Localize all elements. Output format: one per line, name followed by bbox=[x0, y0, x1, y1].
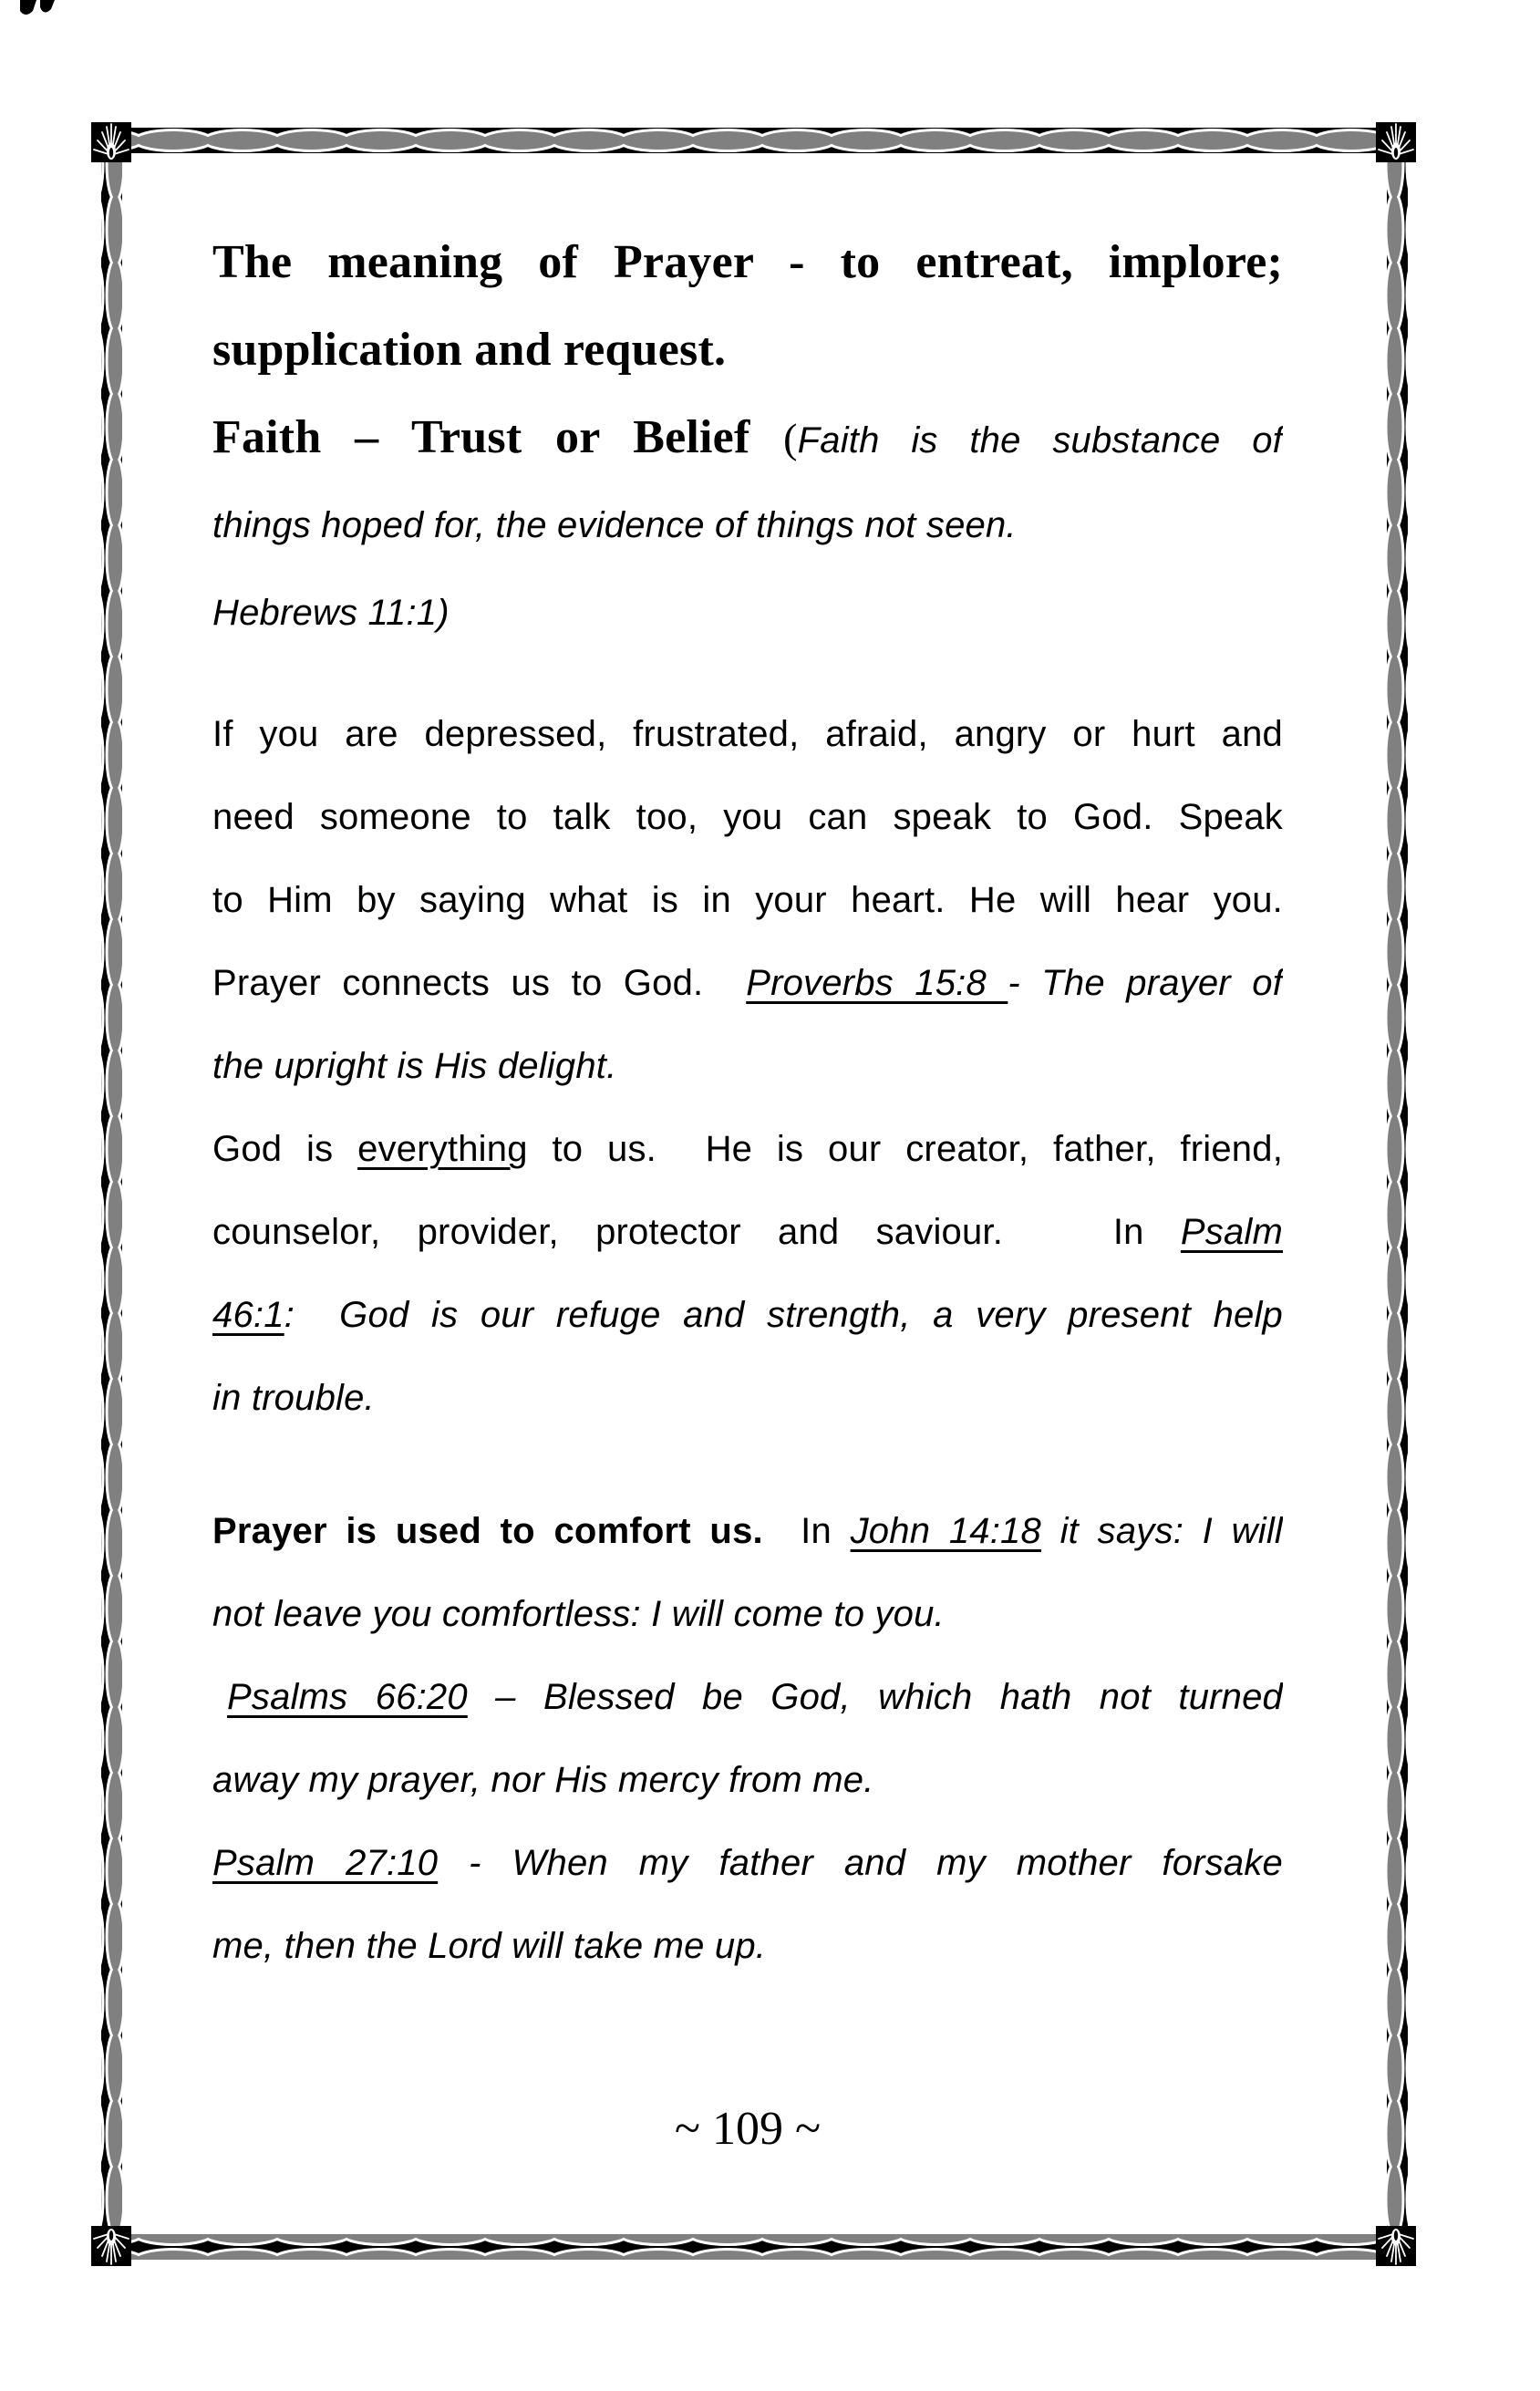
text-segment-bi: it says: I will bbox=[1040, 1511, 1283, 1551]
text-line bbox=[212, 1274, 1283, 1357]
text-segment-bi: – Blessed be God, which hath not turned bbox=[467, 1677, 1283, 1717]
text-segment-bi: away my prayer, nor His mercy from me. bbox=[212, 1760, 874, 1800]
text-line bbox=[212, 1739, 1283, 1822]
text-line bbox=[212, 1573, 1283, 1656]
text-segment-biu: Psalms 66:20 bbox=[227, 1677, 468, 1717]
text-line bbox=[212, 693, 1283, 776]
plume-icon-bottom-right bbox=[1376, 2226, 1416, 2266]
text-segment-biu: Psalm bbox=[1180, 1212, 1283, 1252]
text-segment-biu: John 14:18 bbox=[850, 1511, 1041, 1551]
text-segment-b: If you are depressed, frustrated, afraid, angry or hurt and bbox=[212, 714, 1283, 754]
text-segment-bi: things hoped for, the evidence of things not seen. bbox=[212, 505, 1017, 545]
text-line bbox=[212, 942, 1283, 1025]
text-line bbox=[212, 306, 1283, 394]
text-segment-bi: - The prayer of bbox=[1008, 963, 1283, 1003]
text-line bbox=[212, 481, 1283, 569]
border-bottom-band bbox=[131, 2234, 1376, 2260]
text-segment-b: counselor, provider, protector and saviour. In bbox=[212, 1212, 1181, 1252]
page-number: ~ 109 ~ bbox=[674, 2103, 822, 2155]
text-segment-hs: supplication and request. bbox=[212, 324, 727, 376]
text-line bbox=[212, 1490, 1283, 1573]
text-segment-b: need someone to talk too, you can speak to God. Speak bbox=[212, 797, 1283, 837]
border-left-band bbox=[101, 162, 122, 2226]
text-segment-b: God is bbox=[212, 1129, 358, 1169]
text-line bbox=[212, 219, 1283, 306]
text-line bbox=[212, 1108, 1283, 1191]
text-segment-bi: - When my father and my mother forsake bbox=[438, 1843, 1283, 1883]
text-segment-bb: Prayer is used to comfort us. bbox=[212, 1511, 763, 1551]
text-segment-b: to us. He is our creator, father, friend, bbox=[527, 1129, 1283, 1169]
text-segment-biu: 46:1 bbox=[212, 1295, 284, 1335]
line-spacer bbox=[212, 1440, 1283, 1490]
plume-icon-top-left bbox=[91, 122, 131, 162]
text-segment-bi: Faith is the substance of bbox=[797, 420, 1283, 461]
text-line bbox=[212, 394, 1283, 481]
text-line bbox=[212, 1656, 1283, 1739]
plume-icon-top-right bbox=[1376, 122, 1416, 162]
text-column bbox=[212, 219, 1283, 2157]
text-segment-bi: : God is our refuge and strength, a very present help bbox=[284, 1295, 1283, 1335]
text-segment-bi: the upright is His delight. bbox=[212, 1046, 617, 1086]
text-line bbox=[212, 776, 1283, 859]
text-segment-hs: The meaning of Prayer - to entreat, implore; bbox=[212, 236, 1283, 288]
text-line bbox=[212, 1191, 1283, 1274]
text-segment-bi: not leave you comfortless: I will come to you. bbox=[212, 1594, 945, 1634]
text-segment-biu: Psalm 27:10 bbox=[212, 1843, 439, 1883]
text-segment-paren: ( bbox=[783, 415, 798, 461]
text-segment-b: Prayer connects us to God. bbox=[212, 963, 747, 1003]
text-line bbox=[212, 1025, 1283, 1108]
border-right-band bbox=[1387, 162, 1408, 2226]
text-line bbox=[212, 1905, 1283, 1988]
line-spacer bbox=[212, 657, 1283, 693]
text-segment-bi: in trouble. bbox=[212, 1378, 375, 1418]
text-segment-b: to Him by saying what is in your heart. He will hear you. bbox=[212, 880, 1283, 920]
plume-icon-bottom-left bbox=[91, 2226, 131, 2266]
border-top-band bbox=[131, 128, 1376, 153]
text-segment-bu: everything bbox=[357, 1129, 528, 1169]
text-segment-hs: Faith – Trust or Belief bbox=[212, 411, 784, 463]
text-line bbox=[212, 1822, 1283, 1905]
text-segment-bi: me, then the Lord will take me up. bbox=[212, 1926, 767, 1966]
text-line bbox=[212, 569, 1283, 657]
text-line bbox=[212, 859, 1283, 942]
scan-artifact bbox=[20, 0, 55, 15]
text-line bbox=[212, 1357, 1283, 1440]
text-segment-biu: Proverbs 15:8 bbox=[746, 963, 1008, 1003]
text-segment-bi: Hebrews 11:1) bbox=[212, 593, 450, 633]
text-segment-b: In bbox=[762, 1511, 851, 1551]
